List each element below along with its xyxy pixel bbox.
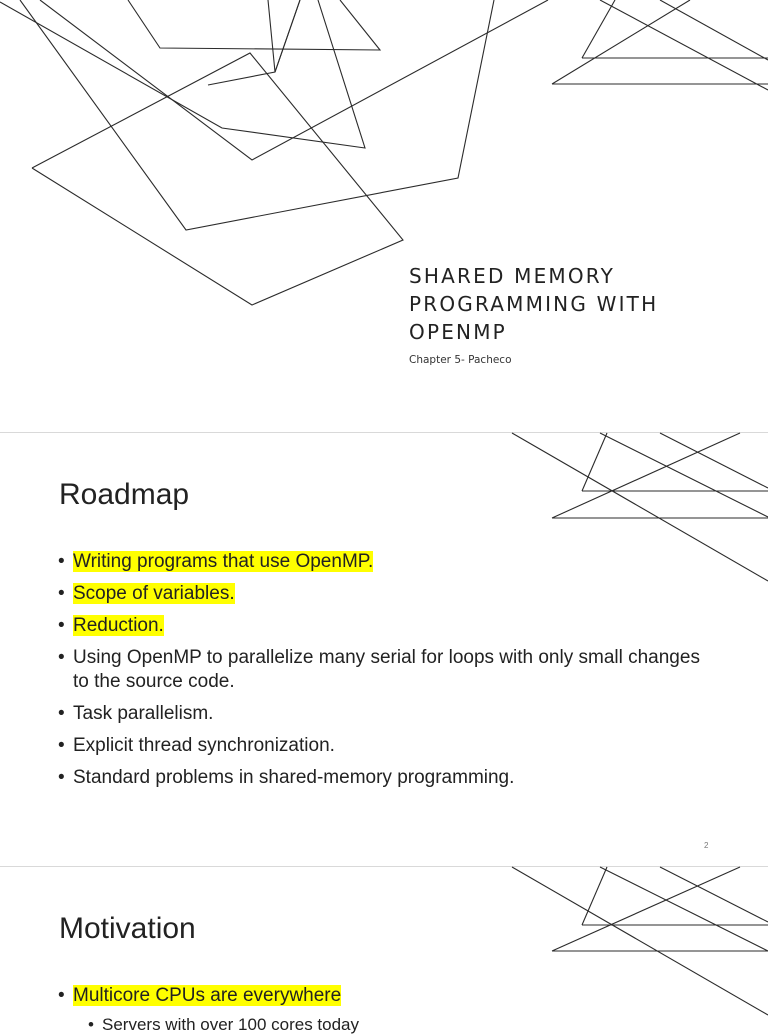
- title-slide: [0, 0, 768, 432]
- list-item: • Writing programs that use OpenMP.: [58, 550, 718, 574]
- motivation-bullet-list: [58, 984, 718, 1016]
- list-item: • Scope of variables.: [58, 582, 718, 606]
- slide-title: Motivation: [59, 912, 196, 945]
- list-item: • Standard problems in shared-memory programming.: [58, 766, 718, 790]
- presentation-subtitle: Chapter 5- Pacheco: [409, 354, 512, 366]
- list-item: • Multicore CPUs are everywhere: [58, 984, 718, 1008]
- list-item: • Task parallelism.: [58, 702, 718, 726]
- roadmap-slide: [0, 433, 768, 866]
- decorative-line-art: [0, 0, 768, 432]
- list-item: • Using OpenMP to parallelize many serial for loops with only small changes to the source code.: [58, 646, 718, 694]
- page-number: 2: [704, 841, 709, 850]
- motivation-sub-bullet-list: [88, 1014, 359, 1036]
- slide-title: Roadmap: [59, 478, 190, 511]
- list-item: • Servers with over 100 cores today: [88, 1014, 359, 1036]
- motivation-slide: [0, 867, 768, 1034]
- roadmap-bullet-list: [58, 550, 718, 798]
- list-item: • Explicit thread synchronization.: [58, 734, 718, 758]
- presentation-title: SHARED MEMORY PROGRAMMING WITH OPENMP: [409, 264, 659, 344]
- list-item: • Reduction.: [58, 614, 718, 638]
